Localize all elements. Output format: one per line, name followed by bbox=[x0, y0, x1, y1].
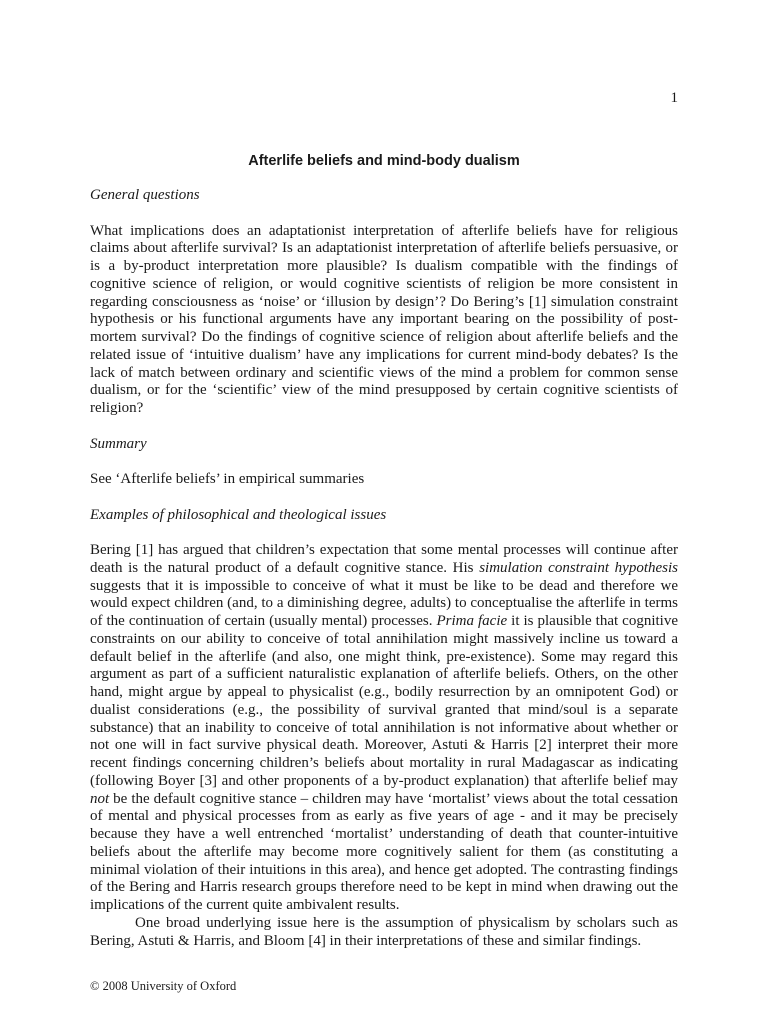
paragraph-general-questions: What implications does an adaptationist interpretation of afterlife beliefs have for religious claims about afterlife survival? Is an adaptationist interpretation of afterlife beliefs persuasive, or is a by-product interpretation more plausible? Is dualism compatible with the findings of cognitive science of religion, or would cognitive scientists of religion be more consistent in regarding consciousness as ‘noise’ or ‘illusion by design’? Do Bering’s [1] simulation constraint hypothesis or his functional arguments have any important bearing on the possibility of post-mortem survival? Do the findings of cognitive science of religion about afterlife beliefs and the related issue of ‘intuitive dualism’ have any implications for current mind-body debates? Is the lack of match between ordinary and scientific views of the mind a problem for common sense dualism, or for the ‘scientific’ view of the mind presupposed by certain cognitive scientists of religion? bbox=[90, 222, 678, 416]
emphasis-simulation-constraint: simulation constraint hypothesis bbox=[479, 559, 678, 576]
page-title: Afterlife beliefs and mind-body dualism bbox=[248, 153, 520, 169]
section-heading-general-questions: General questions bbox=[90, 187, 200, 203]
page-number: 1 bbox=[670, 90, 678, 106]
emphasis-not: not bbox=[90, 790, 110, 807]
document-body bbox=[90, 187, 678, 950]
text-run: be the default cognitive stance – children may have ‘mortalist’ views about the total cessation of mental and physical processes from as early as five years of age - and it may be precisely because they have a well entrenched ‘mortalist’ understanding of death that counter-intuitive beliefs about the afterlife may become more cognitively salient for them (as constituting a minimal violation of their intuitions in this area), and hence get adopted. The contrasting findings of the Bering and Harris research groups therefore need to be kept in mind when drawing out the implications of the current quite ambivalent results. bbox=[90, 790, 678, 913]
section-heading-summary: Summary bbox=[90, 435, 147, 452]
paragraph-bering-argument bbox=[90, 542, 678, 915]
paragraph-summary: See ‘Afterlife beliefs’ in empirical summaries bbox=[90, 471, 365, 487]
text-run: suggests that it is impossible to conceive of what it must be like to be dead and therefore we would expect children (and, to a diminishing degree, adults) to conceptualise the afterlife in terms of the continuation of certain (usually mental) processes. bbox=[90, 577, 678, 629]
text-run: it is plausible that cognitive constraints on our ability to conceive of total annihilation might massively incline us toward a default belief in the afterlife (and also, one might think, pre-existence). Some may regard this argument as part of a sufficient naturalistic explanation of afterlife beliefs. Others, on the other hand, might argue by appeal to physicalist (e.g., bodily resurrection by an omnipotent God) or dualist considerations (e.g., the possibility of survival granted that mind/soul is a separate substance) that an inability to conceive of total annihilation is not informative about whether or not one will in fact survive physical death. Moreover, Astuti & Harris [2] interpret their more recent findings concerning children’s beliefs about mortality in rural Madagascar as indicating (following Boyer [3] and other proponents of a by-product explanation) that afterlife belief may bbox=[90, 613, 678, 789]
text-run: Bering [1] has argued that children’s expectation that some mental processes will continue after death is the natural product of a default cognitive stance. His bbox=[90, 542, 678, 576]
section-heading-examples: Examples of philosophical and theological issues bbox=[90, 506, 387, 523]
paragraph-physicalism: One broad underlying issue here is the assumption of physicalism by scholars such as Bering, Astuti & Harris, and Bloom [4] in their interpretations of these and similar findings. bbox=[90, 914, 678, 949]
emphasis-prima-facie: Prima facie bbox=[436, 613, 508, 629]
copyright-footer: © 2008 University of Oxford bbox=[90, 979, 237, 993]
